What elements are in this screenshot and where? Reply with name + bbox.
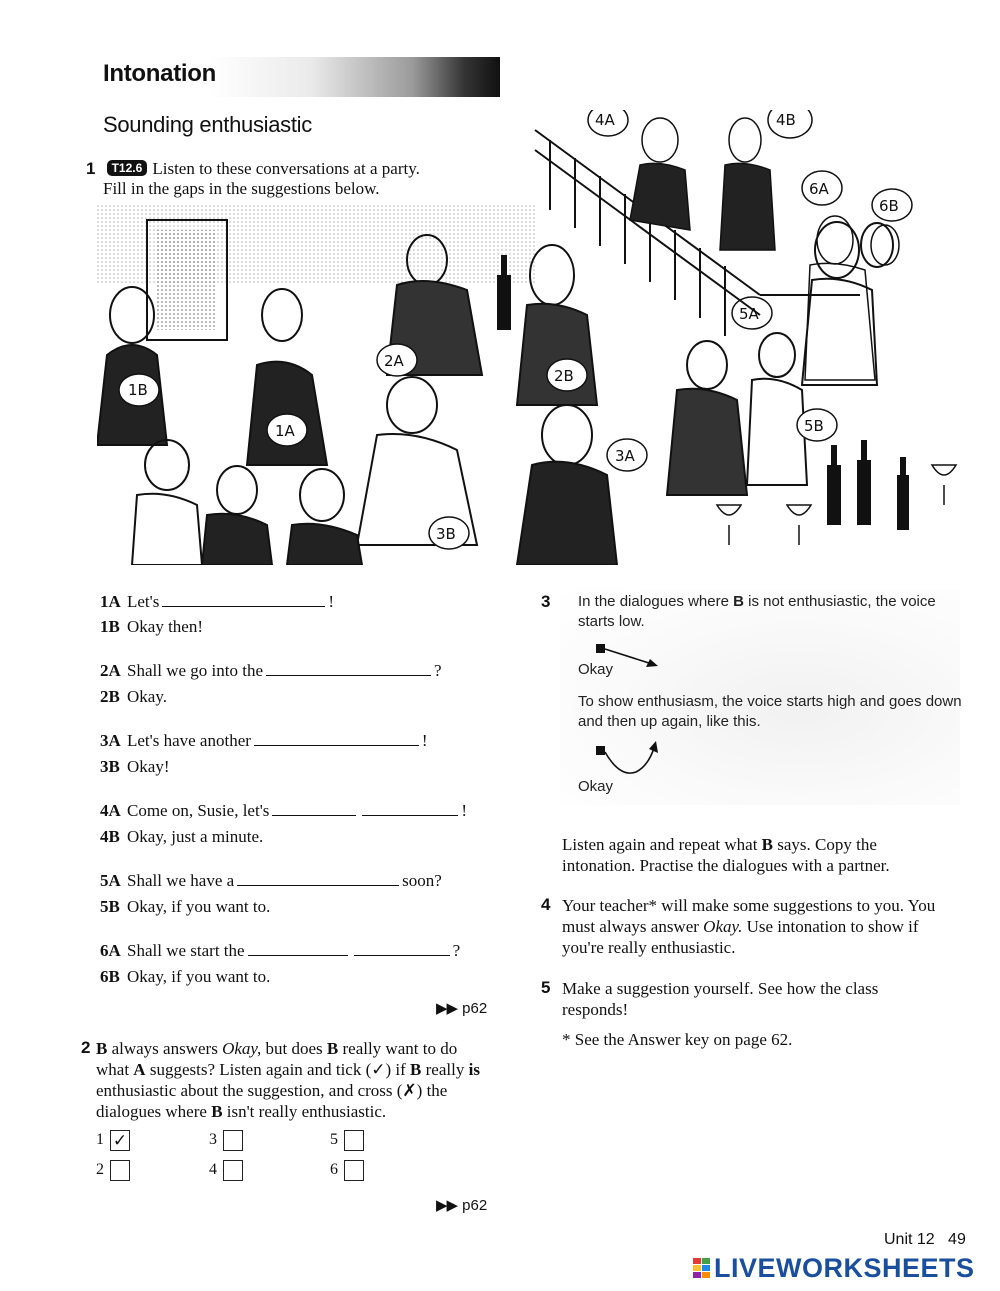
gap-4a-2[interactable] xyxy=(362,801,458,816)
liveworksheets-brand[interactable]: LIVEWORKSHEETS xyxy=(714,1253,975,1283)
ex5-number: 5 xyxy=(541,978,551,997)
ex3-line4: and then up again, like this. xyxy=(578,713,761,730)
forward-arrows-icon: ▶▶ xyxy=(436,1197,458,1214)
unit-label: Unit 12 xyxy=(884,1231,935,1248)
ex1-instructions xyxy=(86,158,420,179)
ex3-line3: To show enthusiasm, the voice starts high and goes down xyxy=(578,693,962,710)
tick-item-5: 5 xyxy=(330,1130,364,1151)
dialogue-3b: 3B Okay! xyxy=(100,757,170,776)
liveworksheets-logo-icon xyxy=(693,1258,711,1280)
label-3a: 3A xyxy=(615,447,635,465)
ex2-instructions: B always answers Okay, but does B really want to do what A suggests? Listen again and tick (✓) if B really is enthusiastic about the suggestion, and cross (✗) the dialogues where B isn't really enthusiastic. xyxy=(96,1039,480,1121)
dialogue-1b: 1B Okay then! xyxy=(100,617,204,636)
tick-box-5[interactable] xyxy=(344,1130,364,1151)
ex1-number: 1 xyxy=(86,159,96,178)
gap-2a[interactable] xyxy=(266,661,431,676)
label-1a: 1A xyxy=(275,422,295,440)
okay-example-2: Okay xyxy=(578,778,614,795)
okay-example-1: Okay xyxy=(578,661,614,678)
gap-5a[interactable] xyxy=(237,871,399,886)
staircase-illustration xyxy=(530,110,970,390)
label-4a: 4A xyxy=(595,111,615,129)
forward-arrows-icon: ▶▶ xyxy=(436,1000,458,1017)
dialogue-3a: 3A Let's have another ! xyxy=(100,731,428,750)
tick-box-4[interactable] xyxy=(223,1160,243,1181)
tick-item-6: 6 xyxy=(330,1160,364,1181)
ex3-line1: In the dialogues where B is not enthusiastic, the voice xyxy=(578,593,936,610)
dialogue-6b: 6B Okay, if you want to. xyxy=(100,967,271,986)
dialogue-4a: 4A Come on, Susie, let's ! xyxy=(100,801,468,820)
ex1-line2: Fill in the gaps in the suggestions below. xyxy=(103,179,380,198)
ex4-instructions: Your teacher* will make some suggestions to you. You must always answer Okay. Use intonation to show if you're really enthusiastic. xyxy=(562,896,936,957)
section-subtitle: Sounding enthusiastic xyxy=(103,112,312,137)
tick-box-6[interactable] xyxy=(344,1160,364,1181)
tick-box-2[interactable] xyxy=(110,1160,130,1181)
dialogue-2a: 2A Shall we go into the ? xyxy=(100,661,442,680)
label-6a: 6A xyxy=(809,180,829,198)
ex1-line1: Listen to these conversations at a party. xyxy=(152,159,420,178)
tick-item-4: 4 xyxy=(209,1160,243,1181)
gap-6a-2[interactable] xyxy=(354,941,450,956)
page-reference-2[interactable]: ▶▶ p62 xyxy=(436,1197,488,1214)
ex2-number: 2 xyxy=(81,1038,91,1057)
dialogue-1a: 1A Let's ! xyxy=(100,592,335,611)
tick-item-1: 1 ✓ xyxy=(96,1130,130,1151)
gap-4a-1[interactable] xyxy=(272,801,356,816)
label-5b: 5B xyxy=(804,417,824,435)
tick-item-2: 2 xyxy=(96,1160,130,1181)
ex5-instructions: Make a suggestion yourself. See how the class responds! xyxy=(562,979,879,1019)
label-4b: 4B xyxy=(776,111,796,129)
label-2b: 2B xyxy=(554,367,574,385)
label-3b: 3B xyxy=(436,525,456,543)
gap-6a-1[interactable] xyxy=(248,941,348,956)
ex4-number: 4 xyxy=(541,895,551,914)
label-1b: 1B xyxy=(128,381,148,399)
page-footer xyxy=(884,1231,966,1249)
tick-item-3: 3 xyxy=(209,1130,243,1151)
tick-box-3[interactable] xyxy=(223,1130,243,1151)
label-5a: 5A xyxy=(739,305,759,323)
page-number: 49 xyxy=(948,1231,966,1248)
page-reference-1[interactable]: ▶▶ p62 xyxy=(436,1000,488,1017)
dialogue-5a: 5A Shall we have a soon? xyxy=(100,871,442,890)
rise-fall-intonation-diagram xyxy=(590,738,670,780)
ex3-practice: Listen again and repeat what B says. Copy the intonation. Practise the dialogues with a partner. xyxy=(562,835,890,875)
dialogue-5b: 5B Okay, if you want to. xyxy=(100,897,271,916)
title-shade-band xyxy=(210,57,500,97)
label-2a: 2A xyxy=(384,352,404,370)
gap-1a[interactable] xyxy=(162,592,325,607)
dialogue-6a: 6A Shall we start the ? xyxy=(100,941,461,960)
section-title: Intonation xyxy=(103,60,216,87)
ex3-number: 3 xyxy=(541,592,551,611)
answer-key-note: * See the Answer key on page 62. xyxy=(562,1030,793,1049)
tick-box-1[interactable]: ✓ xyxy=(110,1130,130,1151)
dialogue-4b: 4B Okay, just a minute. xyxy=(100,827,264,846)
label-6b: 6B xyxy=(879,197,899,215)
dialogue-2b: 2B Okay. xyxy=(100,687,167,706)
audio-track-badge[interactable]: T12.6 xyxy=(107,160,148,176)
gap-3a[interactable] xyxy=(254,731,419,746)
ex3-line2: starts low. xyxy=(578,613,645,630)
